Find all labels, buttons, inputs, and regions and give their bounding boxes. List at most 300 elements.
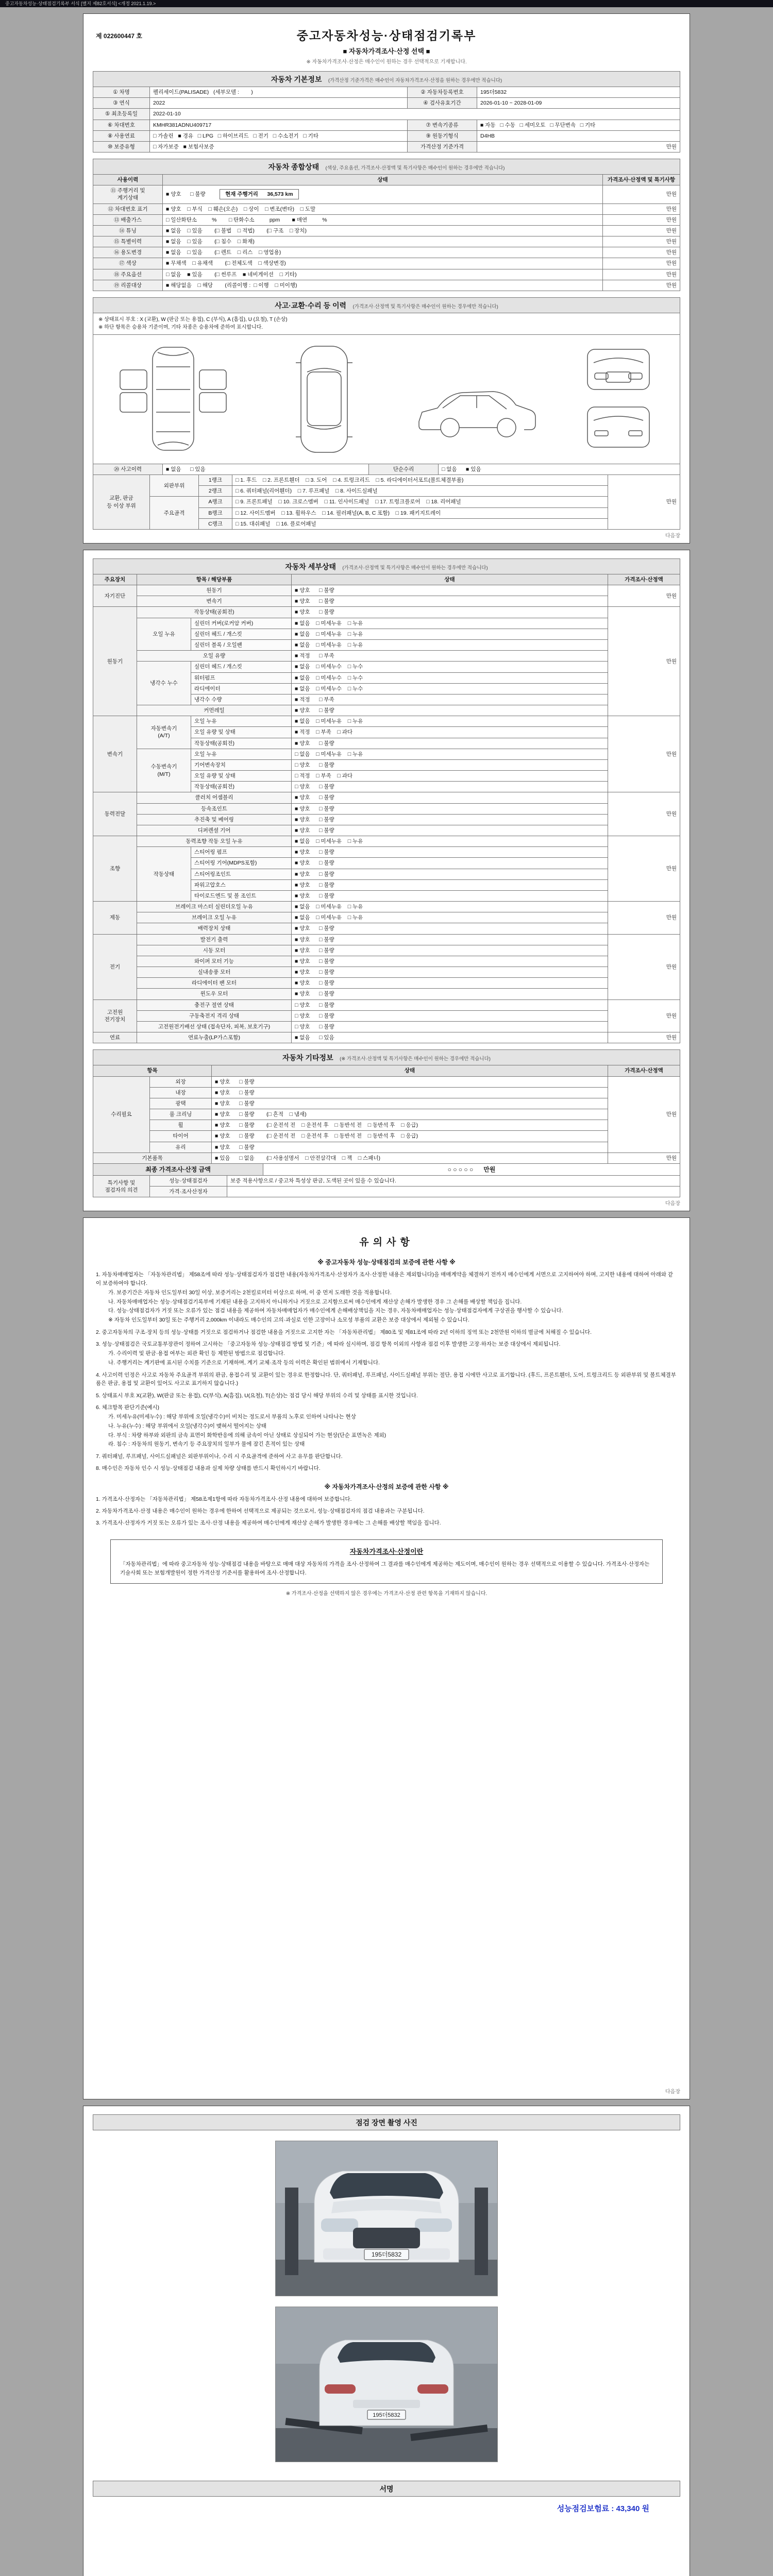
cell: □ 없음 ■ 있음 (□ 썬루프 ■ 네비게이션 □ 기타) (163, 269, 603, 280)
cell: 실린더 헤드 / 개스킷 (191, 662, 292, 672)
table-row (93, 749, 680, 759)
table-row (93, 475, 680, 486)
cell: ② 자동차등록번호 (408, 87, 477, 98)
cell: ■ 양호 □ 불량 (292, 923, 608, 934)
cell: ⑪ 주행거리 및 계기상태 (93, 185, 163, 204)
cell: □ 적정 □ 부족 □ 과다 (292, 771, 608, 782)
cell: 휠 (150, 1120, 212, 1131)
cell: 실린더 블록 / 오일팬 (191, 639, 292, 650)
panel-rank-table (93, 474, 680, 530)
cell: ■ 양호 □ 불량 (□ 운전석 전 □ 운전석 후 □ 동반석 전 □ 동반석 후 □ 응급) (212, 1131, 608, 1142)
cell: 외장 (150, 1076, 212, 1087)
cell: 윈도우 모터 (137, 989, 292, 999)
table-row (93, 1010, 680, 1021)
table-row (93, 130, 680, 141)
table-row (93, 1153, 680, 1163)
section-title: 자동차 기타정보 (282, 1054, 333, 1062)
cell: ⑯ 용도변경 (93, 247, 163, 258)
cell: ■ 양호 □ 불량 (292, 825, 608, 836)
diagram-front-rear (572, 340, 665, 459)
rear-license-plate: 195더5832 (373, 2412, 400, 2419)
cell: ■ 해당없음 □ 해당 (리콜이행 : □ 이행 □ 미이행) (163, 280, 603, 291)
cell: ■ 양호 □ 불량 (212, 1142, 608, 1153)
cell: 가격조사·산정액 (608, 1065, 680, 1076)
table-row (93, 705, 680, 716)
cell: 성능·상태점검자 (150, 1176, 227, 1187)
table-row (93, 269, 680, 280)
cell: 만원 (477, 141, 680, 152)
page-3 (83, 1217, 690, 2099)
notes-text: 5. 상태표시 부호 X(교환), W(판금 또는 용접), C(부식), A(흠집), U(요철), T(손상)는 점검 당시 해당 부위의 수리 및 상태를 표시한 것입니다. (96, 1392, 418, 1399)
cell: ■ 양호 □ 불량 (292, 989, 608, 999)
cell: ■ 양호 □ 불량 (292, 814, 608, 825)
cell: 자동변속기 (A/T) (137, 716, 191, 749)
cell: 구동축전지 격리 상태 (137, 1010, 292, 1021)
section-accident-history (93, 297, 680, 313)
appraiser-opinion (227, 1187, 680, 1197)
table-row (93, 109, 680, 120)
notes-text: 3. 성능·상태점검은 국토교통부장관이 정하여 고시하는 「중고자동차 성능·상태점검 방법 및 기준」에 따라 실시하며, 점검 항목 이외의 사항과 점검 이후 발생한 고장·하자는 보증 대상에서 제외됩니다. (96, 1341, 561, 1348)
cell: 가격산정 기준가격 (408, 141, 477, 152)
price-appraisal-definition-box (110, 1539, 663, 1584)
cell: 사용이력 (93, 175, 163, 185)
comprehensive-table (93, 174, 680, 291)
cell: KMHR381ADNU409717 (150, 120, 408, 130)
cell: ■ 양호 □ 불량 (292, 585, 608, 596)
window-caption-bar (0, 0, 773, 7)
cell: 특기사항 및 점검자의 의견 (93, 1176, 150, 1197)
cell: ③ 연식 (93, 98, 150, 109)
diagram-side (411, 340, 545, 459)
cell: 만원 (608, 475, 680, 530)
cell: ■ 양호 □ 불량 (212, 1076, 608, 1087)
cell: 변속기 (93, 716, 137, 792)
table-row (93, 945, 680, 956)
cell: ⑨ 원동기형식 (408, 130, 477, 141)
cell: 1랭크 (199, 475, 232, 486)
cell: 오일 누유 (191, 716, 292, 727)
cell: 2022-01-10 (150, 109, 680, 120)
photo-front-svg (276, 2141, 497, 2296)
cell: 냉각수 누수 (137, 662, 191, 705)
photo-rear-svg (276, 2307, 497, 2462)
cell: ■ 양호 □ 불량 (292, 847, 608, 858)
diagram-side-svg (411, 340, 545, 459)
cell: 만원 (603, 214, 680, 225)
cell: ■ 없음 □ 미세누유 □ 누유 (292, 912, 608, 923)
table-row (93, 1131, 680, 1142)
cell: ① 차명 (93, 87, 150, 98)
cell: ⑦ 변속기종류 (408, 120, 477, 130)
cell: ⑰ 색상 (93, 258, 163, 269)
car-damage-diagrams (93, 334, 680, 464)
table-row (93, 792, 680, 803)
cell: ④ 검사유효기간 (408, 98, 477, 109)
cell: 디퍼렌셜 기어 (137, 825, 292, 836)
notes-text: 8. 매수인은 자동차 인수 시 성능·상태점검 내용과 실제 차량 상태를 반드시 확인하시기 바랍니다. (96, 1465, 321, 1472)
cell: 오일 유량 및 상태 (191, 727, 292, 738)
cell: ■ 없음 □ 있음 (292, 1032, 608, 1043)
cell: 고전원 전기장치 (93, 999, 137, 1032)
table-row (93, 214, 680, 225)
cell: ■ 양호 □ 부식 □ 훼손(오손) □ 상이 □ 변조(변타) □ 도말 (163, 204, 603, 214)
cell: ■ 있음 □ 없음 (□ 사용설명서 □ 안전삼각대 □ 잭 □ 스패너) (212, 1153, 608, 1163)
section-title: 자동차 세부상태 (285, 562, 336, 571)
cell: 만원 (608, 902, 680, 935)
cell: 원동기 (137, 585, 292, 596)
cell: ■ 양호 □ 불량 (292, 967, 608, 978)
cell: 조향 (93, 836, 137, 902)
accident-summary-table (93, 464, 680, 475)
cell: □ 자가보증 ■ 보험사보증 (150, 141, 408, 152)
cell: ■ 없음 □ 미세누유 □ 누유 (292, 629, 608, 639)
cell: ⑥ 차대번호 (93, 120, 150, 130)
cell: 스티어링 기어(MDPS포함) (191, 858, 292, 869)
notes-heading: ※ 중고자동차 성능·상태점검의 보증에 관한 사항 ※ (317, 1259, 456, 1266)
cell: ■ 양호 □ 불량 (292, 890, 608, 901)
cell: 실린더 헤드 / 개스킷 (191, 629, 292, 639)
cell: 작동상태(공회전) (137, 607, 292, 618)
table-row (93, 1163, 680, 1175)
cell: 기본품목 (93, 1153, 212, 1163)
fee-label: 성능점검보험료 : (557, 2504, 614, 2514)
cell: ■ 없음 □ 미세누수 □ 누수 (292, 672, 608, 683)
cell: 만원 (603, 247, 680, 258)
section-signature (93, 2481, 680, 2497)
cell: 광택 (150, 1098, 212, 1109)
cell: 스티어링조인트 (191, 869, 292, 879)
cell: 만원 (608, 1076, 680, 1153)
cell: 변속기 (137, 596, 292, 607)
table-row (93, 120, 680, 130)
cell: □ 9. 프론트패널 □ 10. 크로스멤버 □ 11. 인사이드패널 □ 17. 트렁크플로어 □ 18. 리어패널 (232, 497, 608, 507)
cell: ■ 양호 □ 불량 (□ 운전석 전 □ 운전석 후 □ 동반석 전 □ 동반석 후 □ 응급) (212, 1120, 608, 1131)
cell: 작동상태(공회전) (191, 782, 292, 792)
diagram-top-closed-svg (265, 340, 383, 459)
cell: 충전구 절연 상태 (137, 999, 292, 1010)
cell: ⑩ 보증유형 (93, 141, 150, 152)
cell: □ 양호 □ 불량 (292, 1022, 608, 1032)
cell: 항목 (93, 1065, 212, 1076)
cell: □ 양호 □ 불량 (292, 759, 608, 770)
legend-codes: ※ 상태표시 부호 : X (교환), W (판금 또는 용접), C (부식), A (흠집), U (요철), T (손상) (98, 316, 288, 323)
cell: 내장 (150, 1087, 212, 1098)
cell: ■ 없음 □ 있음 (163, 464, 369, 474)
cell: ■ 양호 □ 불량 (292, 945, 608, 956)
cell: ■ 없음 □ 미세누유 □ 누유 (292, 639, 608, 650)
section-note: (색상, 주요옵션, 가격조사·산정액 및 특기사항은 매수인이 원하는 경우에만 적습니다) (325, 165, 505, 172)
cell: 등속조인트 (137, 803, 292, 814)
document-number: 제 022600447 호 (96, 32, 142, 40)
page-1 (83, 13, 690, 544)
cell: 만원 (603, 258, 680, 269)
inspection-insurance-fee (93, 2497, 680, 2518)
cell: 만원 (608, 792, 680, 836)
next-page-link[interactable]: 다음장 (665, 533, 680, 539)
cell: □ 1. 후드 □ 2. 프론트휀더 □ 3. 도어 □ 4. 트렁크리드 □ 5. 라디에이터서포트(볼트체결부품) (232, 475, 608, 486)
table-row (93, 1176, 680, 1187)
notes-text: ※ 자동차 인도일부터 30일 또는 주행거리 2,000km 이내라도 매수인의 고의·과실로 인한 고장이나 소모성 부품의 교환은 보증 대상에서 제외될 수 있습니다. (108, 1317, 469, 1324)
table-row (93, 967, 680, 978)
notes-text: 1. 가격조사·산정자는 「자동차관리법」 제58조제1항에 따라 자동차가격조사·산정 내용에 대하여 보증합니다. (96, 1496, 352, 1502)
cell: ■ 양호 □ 불량 (292, 792, 608, 803)
section-comprehensive (93, 159, 680, 175)
page-4 (83, 2106, 690, 2576)
cell: ⑬ 배출가스 (93, 214, 163, 225)
cell: 제동 (93, 902, 137, 935)
table-row (93, 204, 680, 214)
cell: B랭크 (199, 507, 232, 518)
table-row (93, 836, 680, 847)
notes-text: 6. 체크항목 판단기준(예시) (96, 1404, 160, 1411)
cell: 상태 (292, 574, 608, 585)
notes-text: 다. 성능·상태점검자가 거짓 또는 오류가 있는 점검 내용을 제공하여 자동차매매업자가 매수인에게 손해배상책임을 지는 경우, 자동차매매업자는 성능·상태점검자에게 구상권을 행사할 수 있습니다. (108, 1308, 563, 1314)
table-row (93, 225, 680, 236)
notes-text: 7. 쿼터패널, 루프패널, 사이드실패널은 외판부위이나, 수리 시 주요골격에 준하여 사고 유무를 판단합니다. (96, 1453, 343, 1460)
cell: 195더5832 (477, 87, 680, 98)
section-title: 점검 장면 촬영 사진 (356, 2119, 417, 2127)
table-row (93, 1098, 680, 1109)
cell: A랭크 (199, 497, 232, 507)
cell: 연료 (93, 1032, 137, 1043)
table-row (93, 825, 680, 836)
section-note: (가격조사·산정액 및 특기사항은 매수인이 원하는 경우에만 적습니다) (352, 303, 498, 310)
cell: 펠리세이드(PALISADE) (세부모델 : ) (150, 87, 408, 98)
cell: ■ 적정 □ 부족 □ 과다 (292, 727, 608, 738)
cell: 만원 (608, 836, 680, 902)
cell: 자기진단 (93, 585, 137, 607)
notes-text: 1. 자동차매매업자는 「자동차관리법」 제58조에 따라 성능·상태점검자가 점검한 내용(자동차가격조사·산정자가 조사·산정한 내용은 제외합니다)을 매매계약을 체결하기 전까지 매수인에게 서면으로 고지하여야 하며, 고지한 내용에 대하여 아래와 같이 보증하여야 합니다. (96, 1272, 674, 1286)
diagram-top-open-svg (109, 340, 238, 459)
cell: ■ 없음 □ 미세누유 □ 누유 (292, 716, 608, 727)
table-row (93, 803, 680, 814)
cell: ⑧ 사용연료 (93, 130, 150, 141)
cell: 주요골격 (150, 497, 199, 530)
cell: ■ 양호 □ 불량 (292, 956, 608, 967)
section-title: 자동차 기본정보 (271, 75, 322, 83)
notes-text: 나. 주행거리는 계기판에 표시된 수치를 기준으로 기재하며, 계기 교체·조작 등의 이력은 확인된 범위에서 기재합니다. (108, 1360, 380, 1366)
cell: ■ 양호 □ 불량 (292, 803, 608, 814)
cell: ■ 없음 □ 있음 (□ 침수 □ 화재) (163, 236, 603, 247)
next-page-link[interactable]: 다음장 (665, 2089, 680, 2095)
cell: 만원 (608, 934, 680, 999)
notes-title: 유의사항 (359, 1237, 414, 1248)
basic-info-table (93, 87, 680, 152)
table-row (93, 651, 680, 662)
cell: 클러치 어셈블리 (137, 792, 292, 803)
table-row (93, 1187, 680, 1197)
table-row (93, 247, 680, 258)
cell: ■ 없음 □ 미세누유 □ 누유 (292, 836, 608, 847)
cell: □ 없음 □ 미세누유 □ 누유 (292, 749, 608, 759)
cell: 실내송풍 모터 (137, 967, 292, 978)
table-row (93, 1109, 680, 1120)
cell: 룸 크리닝 (150, 1109, 212, 1120)
cell: 만원 (603, 225, 680, 236)
cell: 고전원전기배선 상태 (접속단자, 피복, 보호기구) (137, 1022, 292, 1032)
notes-text: 가. 미세누유(미세누수) : 해당 부위에 오일(냉각수)이 비치는 정도로서 부품의 노후로 인하여 나타나는 현상 (108, 1414, 356, 1420)
cell: 추진축 및 베어링 (137, 814, 292, 825)
section-note: (가격조사·산정액 및 특기사항은 매수인이 원하는 경우에만 적습니다) (342, 565, 488, 571)
cell: 작동상태 (137, 847, 191, 902)
cell: 타이어 (150, 1131, 212, 1142)
table-row (93, 814, 680, 825)
cell: 와이퍼 모터 기능 (137, 956, 292, 967)
cell: 동력조향 작동 오일 누유 (137, 836, 292, 847)
cell: ■ 무채색 □ 유채색 (□ 전체도색 □ 색상변경) (163, 258, 603, 269)
cell: 원동기 (93, 607, 137, 716)
cell: ■ 양호 □ 불량 (292, 738, 608, 749)
cell: ■ 양호 □ 불량 (212, 1098, 608, 1109)
diagram-front-rear-svg (572, 340, 665, 459)
notes-text: 가. 수리이력 및 판금·용접 여부는 외관 확인 등 제한된 방법으로 점검합니다. (108, 1350, 285, 1357)
cell: ■ 양호 □ 불량 (212, 1087, 608, 1098)
cell: 만원 (608, 607, 680, 716)
cell: 외판부위 (150, 475, 199, 497)
cell: 배력장치 상태 (137, 923, 292, 934)
table-row (93, 280, 680, 291)
cell: 스티어링 펌프 (191, 847, 292, 858)
front-license-plate: 195더5832 (371, 2251, 402, 2259)
notes-text: 나. 자동차매매업자는 성능·상태점검기록부에 기재된 내용을 고지하지 아니하거나 거짓으로 고지함으로써 매수인에게 재산상 손해가 발생한 경우 그 손해를 배상할 책임을 집니다. (108, 1298, 522, 1305)
notes-text: 3. 가격조사·산정자가 거짓 또는 오류가 있는 조사·산정 내용을 제공하여 매수인에게 재산상 손해가 발생한 경우에는 그 손해를 배상할 책임을 집니다. (96, 1520, 441, 1527)
table-row (93, 185, 680, 204)
opinion-table (93, 1175, 680, 1197)
table-row (93, 662, 680, 672)
inspection-photo-front (275, 2141, 498, 2296)
cell: ■ 양호 □ 불량 (292, 596, 608, 607)
cell: 가격·조사산정자 (150, 1187, 227, 1197)
cell: 주요장치 (93, 574, 137, 585)
cell: ⑤ 최초등록일 (93, 109, 150, 120)
page-2 (83, 550, 690, 1211)
cell: 만원 (603, 236, 680, 247)
cell: ⑮ 특별이력 (93, 236, 163, 247)
cell: 교환, 판금 등 이상 부위 (93, 475, 150, 530)
cell: 작동상태(공회전) (191, 738, 292, 749)
table-row (93, 956, 680, 967)
cell (163, 185, 603, 204)
table-row (93, 912, 680, 923)
table-row (93, 87, 680, 98)
cell: 가격조사·산정액 (608, 574, 680, 585)
cell: 오일 누유 (137, 618, 191, 651)
table-row (93, 497, 680, 507)
cell: ⑱ 주요옵션 (93, 269, 163, 280)
cell: ■ 없음 □ 미세누유 □ 누유 (292, 618, 608, 629)
section-title: 서명 (379, 2485, 394, 2494)
cell: 만원 (603, 280, 680, 291)
notes-text: 2. 중고자동차의 구조·장치 등의 성능·상태를 거짓으로 점검하거나 점검한 내용을 거짓으로 고지한 자는 「자동차관리법」 제80조 및 제81조에 따라 2년 이하의 징역 또는 2천만원 이하의 벌금에 처해질 수 있습니다. (96, 1329, 592, 1335)
notes-text: 나. 누유(누수) : 해당 부위에서 오일(냉각수)이 맺혀서 떨어지는 상태 (108, 1422, 266, 1429)
section-detail-condition (93, 558, 680, 574)
cell: 상태 (163, 175, 603, 185)
cell: ■ 양호 □ 불량 (292, 705, 608, 716)
table-row (93, 618, 680, 629)
table-row (93, 934, 680, 945)
table-row (93, 847, 680, 858)
cell: 수동변속기 (M/T) (137, 749, 191, 792)
cell: 만원 (608, 999, 680, 1032)
notes-text: 가. 보증기간은 자동차 인도일부터 30일 이상, 보증거리는 2천킬로미터 이상으로 하며, 이 중 먼저 도래한 것을 적용합니다. (108, 1289, 392, 1296)
cell: □ 가솔린 ■ 경유 □ LPG □ 하이브리드 □ 전기 □ 수소전기 □ 기타 (150, 130, 408, 141)
notes-text: 4. 사고이력 인정은 사고로 자동차 주요골격 부위의 판금, 용접수리 및 교환이 있는 경우로 한정합니다. 단, 쿼터패널, 루프패널, 사이드실패널 부위는 절단, 용접 시에만 사고로 표기합니다. (후드, 프론트휀더, 도어, 트렁크리드 등 외판부위 및 볼트체결부품은 판금, 용접 및 교환이 있어도 사고로 표기하지 않습니다.) (96, 1371, 676, 1387)
cell: □ 일산화탄소 % □ 탄화수소 ppm ■ 매연 % (163, 214, 603, 225)
cell: □ 양호 □ 불량 (292, 1010, 608, 1021)
cell: □ 양호 □ 불량 (292, 999, 608, 1010)
cell: ■ 양호 □ 불량 (292, 934, 608, 945)
mileage-status: ■ 양호 □ 불량 (166, 191, 215, 198)
cell: 유리 (150, 1142, 212, 1153)
cell: ■ 양호 □ 불량 (□ 흔적 □ 냄새) (212, 1109, 608, 1120)
table-row (93, 236, 680, 247)
cell: D4HB (477, 130, 680, 141)
cell: 전기 (93, 934, 137, 999)
inspector-opinion: 보증 적용사항으로 / 중고차 특성상 판금, 도색된 곳이 있을 수 있습니다. (227, 1176, 680, 1187)
cell: 가격조사·산정액 및 특기사항 (603, 175, 680, 185)
document-subtitle: ■ 자동차가격조사·산정 선택 ■ (343, 47, 430, 55)
cell: 수리필요 (93, 1076, 150, 1153)
next-page-link[interactable]: 다음장 (665, 1201, 680, 1207)
notes-text: 다. 부식 : 차량 하부와 외판의 금속 표면이 화학반응에 의해 금속이 아닌 상태로 상실되어 가는 현상(단순 표면녹은 제외) (108, 1432, 386, 1438)
table-row (93, 596, 680, 607)
cell: 만원 (608, 585, 680, 607)
section-note: (※ 가격조사·산정액 및 특기사항은 매수인이 원하는 경우에만 적습니다) (340, 1056, 491, 1062)
cell: ■ 양호 □ 불량 (292, 879, 608, 890)
table-row (93, 1022, 680, 1032)
table-row (93, 1076, 680, 1087)
cell: 타이로드엔드 및 볼 조인트 (191, 890, 292, 901)
cell: 단순수리 (369, 464, 439, 474)
section-basic-info (93, 71, 680, 87)
inspection-photo-rear (275, 2307, 498, 2462)
legend-basis: ※ 하단 항목은 승용차 기준이며, 기타 차종은 승용차에 준하여 표시합니다. (98, 325, 263, 331)
cell: □ 15. 대쉬패널 □ 16. 플로어패널 (232, 518, 608, 529)
table-row (93, 464, 680, 474)
cell: C랭크 (199, 518, 232, 529)
cell: 최종 가격조사·산정 금액 (93, 1163, 263, 1175)
definition-box-title: 자동차가격조사·산정이란 (349, 1548, 424, 1556)
table-row (93, 999, 680, 1010)
cell: 만원 (603, 204, 680, 214)
definition-box-note: ※ 가격조사·산정을 선택하지 않은 경우에는 가격조사·산정 관련 항목을 기재하지 않습니다. (285, 1590, 488, 1597)
notes-text: 라. 침수 : 자동차의 원동기, 변속기 등 주요장치의 일부가 물에 잠긴 흔적이 있는 상태 (108, 1441, 305, 1448)
final-amount-table (93, 1163, 680, 1176)
cell: □ 6. 쿼터패널(리어휀더) □ 7. 루프패널 □ 8. 사이드실패널 (232, 486, 608, 497)
table-row (93, 607, 680, 618)
cell: 연료누출(LP가스포함) (137, 1032, 292, 1043)
cell: □ 양호 □ 불량 (292, 782, 608, 792)
cell: 오일 유량 및 상태 (191, 771, 292, 782)
cell: ⑲ 리콜대상 (93, 280, 163, 291)
cell: ■ 양호 □ 불량 (292, 978, 608, 989)
cell: ■ 없음 □ 미세누수 □ 누수 (292, 662, 608, 672)
cell: □ 없음 ■ 있음 (439, 464, 680, 474)
cell: 2022 (150, 98, 408, 109)
table-row (93, 141, 680, 152)
cell: 라디에이터 팬 모터 (137, 978, 292, 989)
section-inspection-photos (93, 2114, 680, 2130)
fee-value: 43,340 원 (616, 2504, 649, 2514)
cell: 항목 / 해당부품 (137, 574, 292, 585)
cell: 시동 모터 (137, 945, 292, 956)
notes-text: 2. 자동차가격조사·산정 내용은 매수인이 원하는 경우에 한하여 선택적으로 제공되는 것으로서, 성능·상태점검자의 점검 내용과는 구분됩니다. (96, 1507, 425, 1514)
window-caption-text: 중고자동차성능·상태점검기록부 서식 [별지 제82호서식] <개정 2021.1.19.> (5, 1, 156, 6)
document-subnote: ※ 자동차가격조사·산정은 매수인이 원하는 경우 선택적으로 기재합니다. (306, 59, 467, 65)
inspection-photos (93, 2130, 680, 2475)
cell: 실린더 커버(로커암 커버) (191, 618, 292, 629)
cell: ■ 양호 □ 불량 (292, 869, 608, 879)
